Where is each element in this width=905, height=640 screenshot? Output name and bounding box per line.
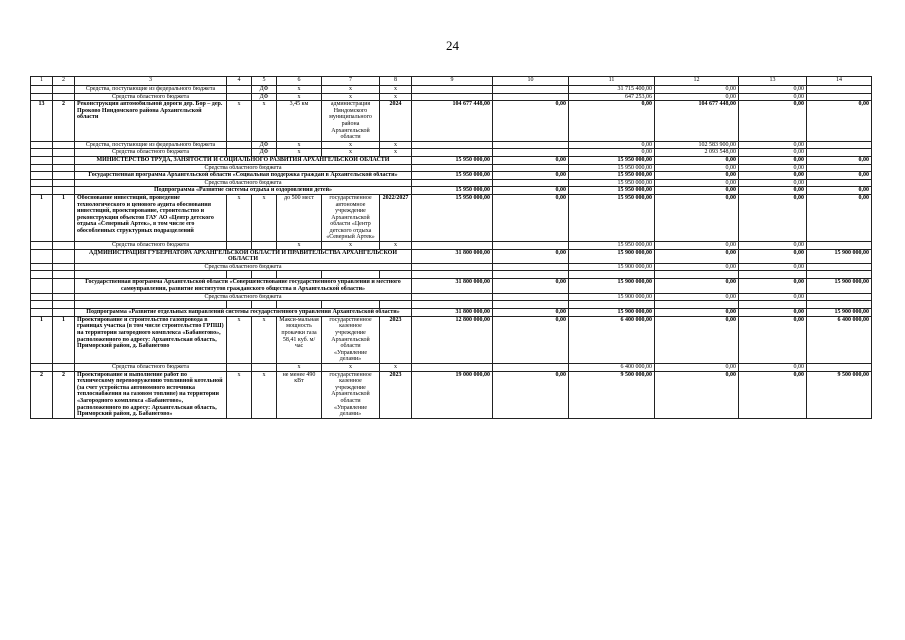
empty-cell — [53, 263, 75, 271]
amount-prior — [493, 263, 569, 271]
amount-year-1: 15 900 000,00 — [569, 309, 655, 317]
table-row — [31, 187, 872, 195]
row-subnumber: 1 — [53, 316, 75, 363]
column-number: 7 — [322, 77, 380, 86]
empty-cell — [31, 363, 53, 371]
empty-cell — [31, 164, 53, 172]
table-row — [31, 363, 872, 371]
table-row — [31, 164, 872, 172]
period-cell: 2022/2027 — [380, 194, 412, 241]
amount-prior: 0,00 — [493, 371, 569, 418]
amount-year-4 — [807, 293, 872, 301]
amount-prior: 0,00 — [493, 279, 569, 293]
amount-total — [412, 149, 493, 157]
empty-cell — [252, 271, 277, 279]
amount-year-1: 15 900 000,00 — [569, 279, 655, 293]
column-number: 13 — [739, 77, 807, 86]
empty-cell — [380, 301, 412, 309]
amount-year-4: 6 400 000,00 — [807, 316, 872, 363]
amount-year-4: 0,00 — [807, 194, 872, 241]
amount-prior: 0,00 — [493, 187, 569, 195]
amount-year-3: 0,00 — [739, 156, 807, 164]
empty-cell — [31, 93, 53, 101]
empty-cell — [807, 271, 872, 279]
funding-source: Средства областного бюджета — [75, 149, 227, 157]
amount-prior — [493, 141, 569, 149]
table-row — [31, 86, 872, 94]
amount-total — [412, 93, 493, 101]
row-subnumber: 2 — [53, 101, 75, 142]
row-number: 1 — [31, 316, 53, 363]
customer-cell: государственное автономное учреждение Архангельской области «Центр детского отдыха «Северный Артек» — [322, 194, 380, 241]
row-subnumber: 1 — [53, 194, 75, 241]
amount-total — [412, 363, 493, 371]
customer-cell: х — [322, 242, 380, 250]
empty-cell — [75, 301, 227, 309]
amount-year-1: 31 715 400,00 — [569, 86, 655, 94]
period-cell: 2024 — [380, 101, 412, 142]
row-subnumber: 2 — [53, 371, 75, 418]
amount-total — [412, 242, 493, 250]
amount-year-2: 104 677 448,00 — [655, 101, 739, 142]
type-cell: х — [227, 371, 252, 418]
column-number: 12 — [655, 77, 739, 86]
amount-year-4: 9 500 000,00 — [807, 371, 872, 418]
empty-cell — [31, 141, 53, 149]
empty-cell — [53, 301, 75, 309]
column-number: 14 — [807, 77, 872, 86]
amount-total — [412, 141, 493, 149]
empty-cell — [227, 242, 252, 250]
table-row — [31, 172, 872, 180]
capacity-cell: 3,45 км — [277, 101, 322, 142]
amount-year-3: 0,00 — [739, 293, 807, 301]
amount-year-1: 15 950 000,00 — [569, 164, 655, 172]
empty-cell — [53, 309, 75, 317]
empty-cell — [380, 271, 412, 279]
empty-cell — [53, 293, 75, 301]
object-name: Реконструкция автомобильной дороги дер. Бор – дер. Проково Няндомского района Архангельской области — [75, 101, 227, 142]
amount-prior — [493, 179, 569, 187]
amount-year-2: 0,00 — [655, 93, 739, 101]
amount-prior: 0,00 — [493, 101, 569, 142]
customer-cell: государственное казенное учреждение Архангельской области «Управление делами» — [322, 371, 380, 418]
period-cell: х — [380, 149, 412, 157]
amount-year-1: 15 950 000,00 — [569, 172, 655, 180]
amount-prior: 0,00 — [493, 172, 569, 180]
amount-year-3: 0,00 — [739, 263, 807, 271]
empty-cell — [31, 263, 53, 271]
capacity-cell: х — [277, 242, 322, 250]
amount-year-2: 0,00 — [655, 279, 739, 293]
amount-year-2: 0,00 — [655, 242, 739, 250]
amount-year-2: 2 093 548,00 — [655, 149, 739, 157]
amount-year-1: 15 950 000,00 — [569, 187, 655, 195]
table-row — [31, 301, 872, 309]
amount-prior: 0,00 — [493, 249, 569, 263]
column-number: 1 — [31, 77, 53, 86]
amount-year-3: 0,00 — [739, 164, 807, 172]
funding-source: Средства областного бюджета — [75, 263, 412, 271]
empty-cell — [53, 249, 75, 263]
amount-year-2: 102 583 900,00 — [655, 141, 739, 149]
row-number: 2 — [31, 371, 53, 418]
table-row — [31, 242, 872, 250]
amount-year-4: 15 900 000,00 — [807, 249, 872, 263]
capacity-cell: Макси-мальная мощность прокачки газа 58,41 куб. м/час — [277, 316, 322, 363]
amount-total — [412, 86, 493, 94]
table-row — [31, 93, 872, 101]
amount-year-2: 0,00 — [655, 363, 739, 371]
funding-code: х — [252, 316, 277, 363]
amount-year-3: 0,00 — [739, 316, 807, 363]
amount-year-3: 0,00 — [739, 187, 807, 195]
empty-cell — [739, 271, 807, 279]
column-number: 11 — [569, 77, 655, 86]
empty-cell — [412, 271, 493, 279]
program-name: Подпрограмма «Развитие отдельных направлений системы государственного управления Архангельской области» — [75, 309, 412, 317]
empty-cell — [227, 301, 252, 309]
empty-cell — [53, 172, 75, 180]
empty-cell — [227, 363, 252, 371]
funding-source: Средства областного бюджета — [75, 179, 412, 187]
empty-cell — [53, 242, 75, 250]
amount-year-4 — [807, 179, 872, 187]
table-row — [31, 293, 872, 301]
program-name: Государственная программа Архангельской области «Совершенствование государственного управления и местного самоуправления, развитие институтов гражданского общества в Архангельской области» — [75, 279, 412, 293]
amount-year-2: 0,00 — [655, 249, 739, 263]
section-heading: АДМИНИСТРАЦИЯ ГУБЕРНАТОРА АРХАНГЕЛЬСКОЙ ОБЛАСТИ И ПРАВИТЕЛЬСТВА АРХАНГЕЛЬСКОЙ ОБЛАСТИ — [75, 249, 412, 263]
empty-cell — [53, 279, 75, 293]
table-row — [31, 149, 872, 157]
empty-cell — [31, 149, 53, 157]
amount-year-2: 0,00 — [655, 164, 739, 172]
period-cell: х — [380, 86, 412, 94]
column-number: 2 — [53, 77, 75, 86]
amount-prior: 0,00 — [493, 194, 569, 241]
customer-cell: х — [322, 93, 380, 101]
amount-year-1: 15 950 000,00 — [569, 156, 655, 164]
amount-year-4 — [807, 263, 872, 271]
period-cell: х — [380, 363, 412, 371]
empty-cell — [31, 271, 53, 279]
empty-cell — [569, 271, 655, 279]
amount-year-1: 15 900 000,00 — [569, 249, 655, 263]
table-row — [31, 194, 872, 241]
object-name: Проектирование и выполнение работ по техническому перевооружению топливной котельной (за счет устройства автономного источника теплоснабжения на газовом топливе) на территории «Загородного комплекса «Бабанегово», расположенного по адресу: Архангельская область, Приморский район, д. Бабанегово» — [75, 371, 227, 418]
empty-cell — [53, 93, 75, 101]
empty-cell — [227, 149, 252, 157]
column-number: 9 — [412, 77, 493, 86]
amount-year-2: 0,00 — [655, 194, 739, 241]
funding-source: Средства областного бюджета — [75, 242, 227, 250]
amount-prior — [493, 242, 569, 250]
funding-source: Средства областного бюджета — [75, 363, 227, 371]
amount-year-3: 0,00 — [739, 363, 807, 371]
amount-year-3: 0,00 — [739, 101, 807, 142]
period-cell: 2023 — [380, 316, 412, 363]
column-number: 3 — [75, 77, 227, 86]
amount-total: 104 677 448,00 — [412, 101, 493, 142]
empty-cell — [655, 271, 739, 279]
table-row — [31, 249, 872, 263]
type-cell: х — [227, 316, 252, 363]
customer-cell: х — [322, 363, 380, 371]
customer-cell: х — [322, 86, 380, 94]
amount-year-4 — [807, 164, 872, 172]
amount-year-3: 0,00 — [739, 141, 807, 149]
empty-cell — [322, 301, 380, 309]
column-number-row — [31, 77, 872, 86]
empty-cell — [53, 179, 75, 187]
table-row — [31, 156, 872, 164]
table-row — [31, 263, 872, 271]
amount-year-3: 0,00 — [739, 172, 807, 180]
customer-cell: государственное казенное учреждение Архангельской области «Управление делами» — [322, 316, 380, 363]
funding-code: х — [252, 101, 277, 142]
empty-cell — [31, 156, 53, 164]
page-number: 24 — [446, 38, 459, 53]
funding-code — [252, 242, 277, 250]
empty-cell — [53, 187, 75, 195]
amount-year-4: 15 900 000,00 — [807, 279, 872, 293]
empty-cell — [31, 242, 53, 250]
empty-cell — [739, 301, 807, 309]
amount-total: 15 950 000,00 — [412, 156, 493, 164]
empty-cell — [277, 271, 322, 279]
empty-cell — [75, 271, 227, 279]
table-row — [31, 179, 872, 187]
amount-year-1: 6 400 000,00 — [569, 316, 655, 363]
empty-cell — [227, 86, 252, 94]
funding-code: ДФ — [252, 93, 277, 101]
amount-year-3: 0,00 — [739, 86, 807, 94]
amount-year-4 — [807, 242, 872, 250]
capacity-cell: х — [277, 141, 322, 149]
amount-prior: 0,00 — [493, 309, 569, 317]
amount-total: 31 800 000,00 — [412, 279, 493, 293]
amount-year-1: 0,00 — [569, 149, 655, 157]
amount-year-2: 0,00 — [655, 293, 739, 301]
amount-year-2: 0,00 — [655, 371, 739, 418]
table-row — [31, 101, 872, 142]
section-heading: МИНИСТЕРСТВО ТРУДА, ЗАНЯТОСТИ И СОЦИАЛЬНОГО РАЗВИТИЯ АРХАНГЕЛЬСКОЙ ОБЛАСТИ — [75, 156, 412, 164]
amount-year-4: 0,00 — [807, 172, 872, 180]
amount-total — [412, 263, 493, 271]
empty-cell — [31, 249, 53, 263]
empty-cell — [53, 149, 75, 157]
customer-cell: х — [322, 149, 380, 157]
amount-prior: 0,00 — [493, 316, 569, 363]
amount-total — [412, 164, 493, 172]
amount-total: 31 800 000,00 — [412, 249, 493, 263]
funding-source: Средства областного бюджета — [75, 164, 412, 172]
program-name: Государственная программа Архангельской области «Социальная поддержка граждан в Архангельской области» — [75, 172, 412, 180]
amount-year-3: 0,00 — [739, 279, 807, 293]
customer-cell: администрация Няндомского муниципального района Архангельской области — [322, 101, 380, 142]
empty-cell — [655, 301, 739, 309]
amount-year-3: 0,00 — [739, 194, 807, 241]
funding-code: х — [252, 194, 277, 241]
capacity-cell: не менее 490 кВт — [277, 371, 322, 418]
budget-table — [30, 76, 872, 419]
empty-cell — [31, 187, 53, 195]
amount-year-3: 0,00 — [739, 179, 807, 187]
capacity-cell: х — [277, 93, 322, 101]
table-row — [31, 141, 872, 149]
amount-year-4: 15 900 000,00 — [807, 309, 872, 317]
amount-prior — [493, 93, 569, 101]
amount-year-3: 0,00 — [739, 371, 807, 418]
amount-prior — [493, 293, 569, 301]
empty-cell — [322, 271, 380, 279]
empty-cell — [227, 141, 252, 149]
amount-prior — [493, 164, 569, 172]
funding-code: ДФ — [252, 149, 277, 157]
amount-year-1: 6 400 000,00 — [569, 363, 655, 371]
funding-code: ДФ — [252, 141, 277, 149]
amount-year-1: 15 950 000,00 — [569, 179, 655, 187]
amount-year-1: 647 253,06 — [569, 93, 655, 101]
amount-year-1: 9 500 000,00 — [569, 371, 655, 418]
amount-total — [412, 293, 493, 301]
funding-source: Средства областного бюджета — [75, 293, 412, 301]
empty-cell — [53, 141, 75, 149]
amount-total — [412, 179, 493, 187]
amount-year-4 — [807, 93, 872, 101]
capacity-cell: х — [277, 86, 322, 94]
funding-code: ДФ — [252, 86, 277, 94]
funding-source: Средства, поступающие из федерального бюджета — [75, 141, 227, 149]
column-number: 8 — [380, 77, 412, 86]
amount-year-3: 0,00 — [739, 242, 807, 250]
amount-year-1: 15 950 000,00 — [569, 194, 655, 241]
table-row — [31, 309, 872, 317]
table-row — [31, 271, 872, 279]
amount-year-2: 0,00 — [655, 86, 739, 94]
amount-year-1: 15 950 000,00 — [569, 242, 655, 250]
empty-cell — [53, 156, 75, 164]
empty-cell — [31, 86, 53, 94]
empty-cell — [252, 301, 277, 309]
empty-cell — [227, 271, 252, 279]
amount-year-1: 15 900 000,00 — [569, 263, 655, 271]
empty-cell — [412, 301, 493, 309]
amount-total: 19 000 000,00 — [412, 371, 493, 418]
column-number: 10 — [493, 77, 569, 86]
empty-cell — [53, 363, 75, 371]
table-row — [31, 316, 872, 363]
empty-cell — [569, 301, 655, 309]
row-number: 13 — [31, 101, 53, 142]
amount-prior — [493, 363, 569, 371]
amount-year-2: 0,00 — [655, 156, 739, 164]
amount-total: 31 800 000,00 — [412, 309, 493, 317]
empty-cell — [493, 271, 569, 279]
amount-year-2: 0,00 — [655, 309, 739, 317]
amount-year-4 — [807, 141, 872, 149]
empty-cell — [31, 293, 53, 301]
amount-year-2: 0,00 — [655, 172, 739, 180]
amount-year-2: 0,00 — [655, 187, 739, 195]
amount-year-4: 0,00 — [807, 101, 872, 142]
object-name: Обоснование инвестиций, проведение технологического и ценового аудита обоснования инвестиций, проектирование, строительство и реконструкция объектов ГАУ АО «Центр детского отдыха «Северный Артек», в том числе его обособленных структурных подразделений — [75, 194, 227, 241]
amount-total: 15 950 000,00 — [412, 187, 493, 195]
amount-year-1: 0,00 — [569, 101, 655, 142]
period-cell: 2023 — [380, 371, 412, 418]
funding-source: Средства, поступающие из федерального бюджета — [75, 86, 227, 94]
amount-year-3: 0,00 — [739, 249, 807, 263]
amount-prior: 0,00 — [493, 156, 569, 164]
funding-source: Средства областного бюджета — [75, 93, 227, 101]
amount-prior — [493, 149, 569, 157]
capacity-cell: до 500 мест — [277, 194, 322, 241]
amount-total: 15 950 000,00 — [412, 172, 493, 180]
column-number: 5 — [252, 77, 277, 86]
amount-year-2: 0,00 — [655, 179, 739, 187]
empty-cell — [31, 301, 53, 309]
empty-cell — [31, 279, 53, 293]
amount-year-3: 0,00 — [739, 93, 807, 101]
period-cell: х — [380, 141, 412, 149]
amount-year-4 — [807, 149, 872, 157]
empty-cell — [31, 172, 53, 180]
object-name: Проектирование и строительство газопровода в границах участка (в том числе строительство ГРПШ) на территории загородного комплекса «Бабанегово», расположенного по адресу: Архангельская область, Приморский район, д. Бабанегово — [75, 316, 227, 363]
customer-cell: х — [322, 141, 380, 149]
capacity-cell: х — [277, 149, 322, 157]
empty-cell — [53, 86, 75, 94]
period-cell: х — [380, 93, 412, 101]
amount-year-4: 0,00 — [807, 156, 872, 164]
amount-year-2: 0,00 — [655, 316, 739, 363]
empty-cell — [31, 179, 53, 187]
column-number: 6 — [277, 77, 322, 86]
program-name: Подпрограмма «Развитие системы отдыха и оздоровления детей» — [75, 187, 412, 195]
amount-year-2: 0,00 — [655, 263, 739, 271]
amount-year-1: 0,00 — [569, 141, 655, 149]
amount-year-3: 0,00 — [739, 309, 807, 317]
table-row — [31, 279, 872, 293]
capacity-cell: х — [277, 363, 322, 371]
empty-cell — [493, 301, 569, 309]
amount-total: 12 800 000,00 — [412, 316, 493, 363]
empty-cell — [807, 301, 872, 309]
column-number: 4 — [227, 77, 252, 86]
amount-year-4 — [807, 363, 872, 371]
funding-code: х — [252, 371, 277, 418]
empty-cell — [277, 301, 322, 309]
empty-cell — [53, 271, 75, 279]
amount-total: 15 950 000,00 — [412, 194, 493, 241]
amount-year-3: 0,00 — [739, 149, 807, 157]
amount-year-4 — [807, 86, 872, 94]
type-cell: х — [227, 194, 252, 241]
row-number: 1 — [31, 194, 53, 241]
empty-cell — [53, 164, 75, 172]
type-cell: х — [227, 101, 252, 142]
period-cell: х — [380, 242, 412, 250]
funding-code — [252, 363, 277, 371]
amount-year-1: 15 900 000,00 — [569, 293, 655, 301]
amount-year-4: 0,00 — [807, 187, 872, 195]
table-row — [31, 371, 872, 418]
empty-cell — [31, 309, 53, 317]
amount-prior — [493, 86, 569, 94]
empty-cell — [227, 93, 252, 101]
